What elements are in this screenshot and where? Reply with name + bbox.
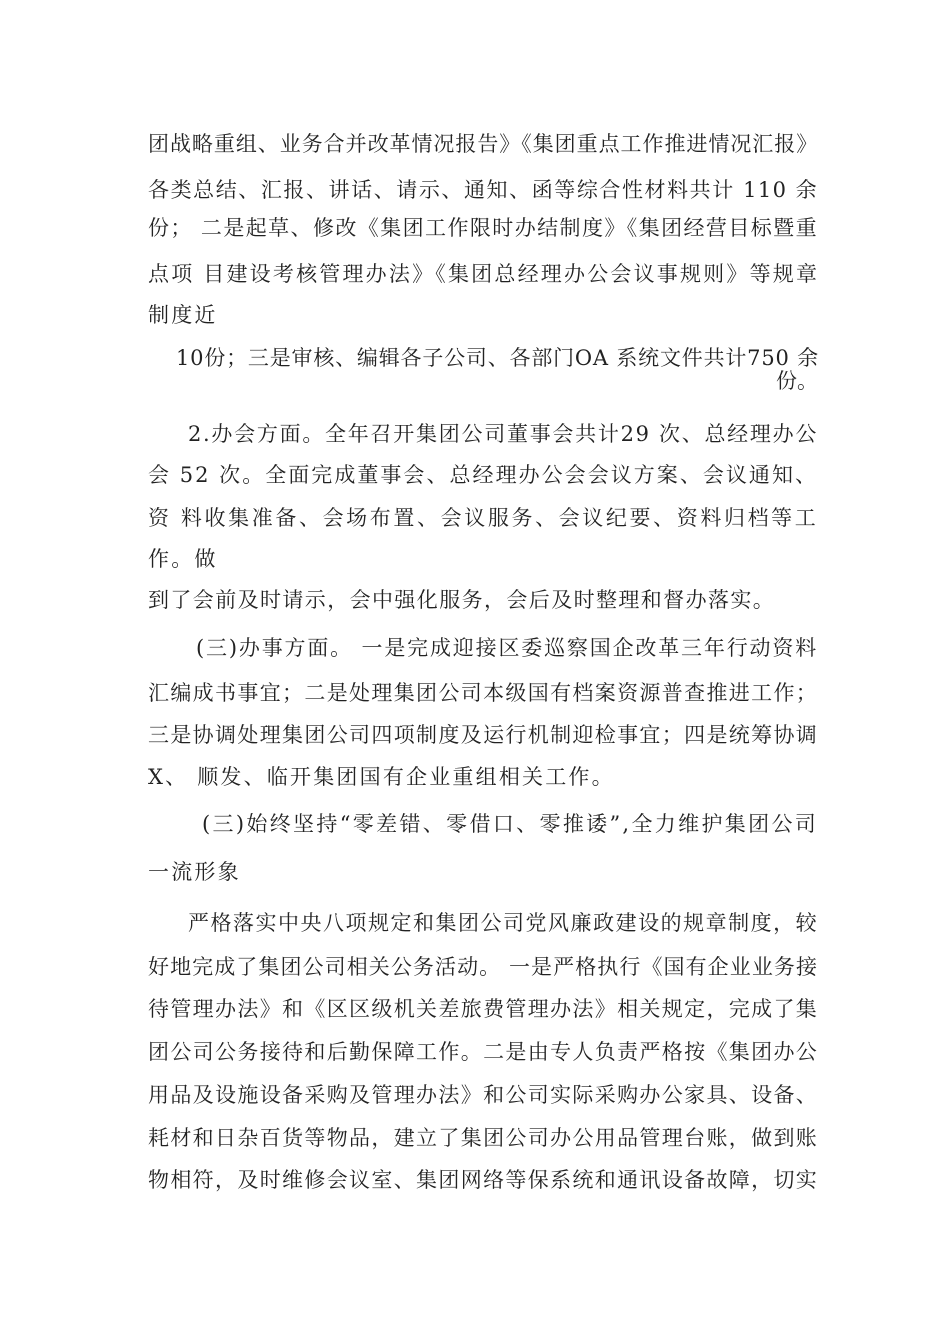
text-line: 点项 目建设考核管理办法》《集团总经理办公会议事规则》等规章 — [148, 262, 820, 286]
text-line: 作。做 — [148, 547, 218, 571]
text-line: 严格落实中央八项规定和集团公司党风廉政建设的规章制度，较 — [188, 911, 818, 935]
text-line: 份； 二是起草、修改《集团工作限时办结制度》《集团经营目标暨重 — [148, 216, 818, 240]
text-line: X、 顺发、临开集团国有企业重组相关工作。 — [148, 765, 615, 789]
text-line: 耗材和日杂百货等物品，建立了集团公司办公用品管理台账，做到账 — [148, 1126, 818, 1150]
text-line: 汇编成书事宜；二是处理集团公司本级国有档案资源普查推进工作； — [148, 681, 818, 705]
text-line: 会 52 次。全面完成董事会、总经理办公会会议方案、会议通知、 — [148, 463, 818, 487]
text-line: 到了会前及时请示，会中强化服务，会后及时整理和督办落实。 — [148, 588, 776, 612]
text-line: 各类总结、汇报、讲话、请示、通知、函等综合性材料共计 110 余 — [148, 178, 818, 202]
text-line: 好地完成了集团公司相关公务活动。 一是严格执行《国有企业业务接 — [148, 955, 818, 979]
text-line: 10份；三是审核、编辑各子公司、各部门OA 系统文件共计750 余 — [176, 346, 819, 370]
text-line: 团公司公务接待和后勤保障工作。二是由专人负责严格按《集团办公 — [148, 1040, 818, 1064]
text-line: 2.办会方面。全年召开集团公司董事会共计29 次、总经理办公 — [188, 422, 818, 446]
text-line: 三是协调处理集团公司四项制度及运行机制迎检事宜；四是统筹协调 — [148, 723, 818, 747]
text-line: 用品及设施设备采购及管理办法》和公司实际采购办公家具、设备、 — [148, 1083, 818, 1107]
section-heading-continuation: 一流形象 — [148, 860, 241, 884]
text-line: 制度近 — [148, 303, 218, 327]
text-line: 份。 — [776, 369, 818, 393]
text-line: 待管理办法》和《区区级机关差旅费管理办法》相关规定，完成了集 — [148, 997, 818, 1021]
section-heading: (三)办事方面。 一是完成迎接区委巡察国企改革三年行动资料 — [196, 636, 818, 660]
text-line: 物相符，及时维修会议室、集团网络等保系统和通讯设备故障，切实 — [148, 1168, 818, 1192]
section-heading: (三)始终坚持“零差错、零借口、零推诿”,全力维护集团公司 — [202, 812, 818, 836]
text-line: 团战略重组、业务合并改革情况报告》《集团重点工作推进情况汇报》 — [148, 132, 818, 156]
text-line: 资 料收集准备、会场布置、会议服务、会议纪要、资料归档等工 — [148, 506, 818, 530]
